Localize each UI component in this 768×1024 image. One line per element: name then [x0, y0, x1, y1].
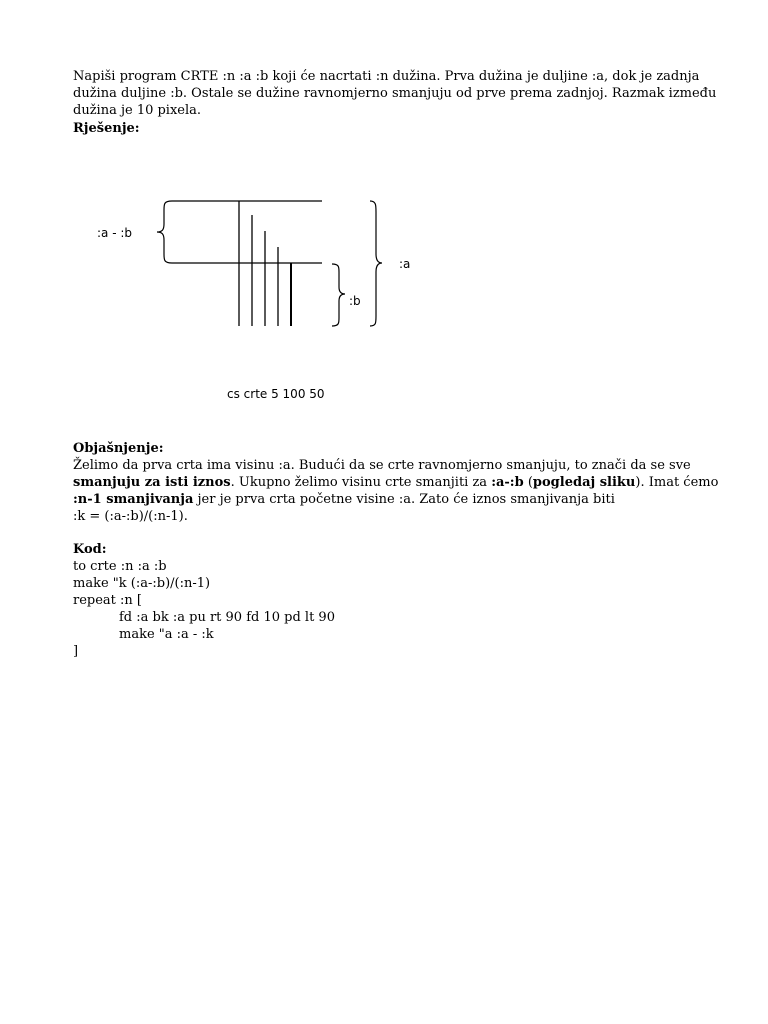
solution-heading: Rješenje:: [73, 121, 140, 136]
text-run: (: [523, 475, 533, 490]
emphasis: smanjuju za isti iznos: [73, 475, 231, 490]
code-line: repeat :n [: [73, 593, 142, 608]
figure-caption: cs crte 5 100 50: [227, 387, 325, 401]
label-a-minus-b: :a - :b: [97, 226, 133, 240]
code-line: make "k (:a-:b)/(:n-1): [73, 576, 211, 591]
label-a: :a: [399, 257, 411, 271]
code-line: ]: [73, 644, 79, 659]
text-run: jer je prva crta početne visine :a. Zato će iznos smanjivanja biti: [193, 492, 615, 507]
code-line: make "a :a - :k: [119, 627, 214, 642]
emphasis: pogledaj sliku: [532, 475, 636, 490]
solution-figure: [0, 0, 768, 420]
text-run: ). Imat ćemo: [635, 475, 719, 490]
explanation-paragraph: [73, 457, 718, 525]
emphasis: :n-1 smanjivanja: [73, 492, 194, 507]
right-brace-b: [332, 264, 345, 326]
explanation-line: [73, 491, 718, 508]
explanation-line: Želimo da prva crta ima visinu :a. Budući da se crte ravnomjerno smanjuju, to znači da se sve: [73, 458, 691, 473]
task-line: dužina je 10 pixela.: [73, 103, 202, 118]
emphasis: :a-:b: [491, 475, 524, 490]
task-line: Napiši program CRTE :n :a :b koji će nacrtati :n dužina. Prva dužina je duljine :a, dok je zadnja: [73, 69, 700, 84]
code-heading: Kod:: [73, 542, 107, 557]
label-b: :b: [349, 294, 361, 308]
right-brace-a: [370, 201, 382, 326]
explanation-line: :k = (:a-:b)/(:n-1).: [73, 509, 188, 524]
code-line: to crte :n :a :b: [73, 559, 167, 574]
text-run: . Ukupno želimo visinu crte smanjiti za: [230, 475, 492, 490]
code-block: [73, 558, 335, 660]
left-brace: [157, 201, 172, 263]
explanation-line: [73, 474, 718, 491]
code-line: fd :a bk :a pu rt 90 fd 10 pd lt 90: [119, 610, 335, 625]
task-line: dužina duljine :b. Ostale se dužine ravnomjerno smanjuju od prve prema zadnjoj. Razmak između: [73, 86, 717, 101]
explanation-heading: Objašnjenje:: [73, 441, 164, 456]
